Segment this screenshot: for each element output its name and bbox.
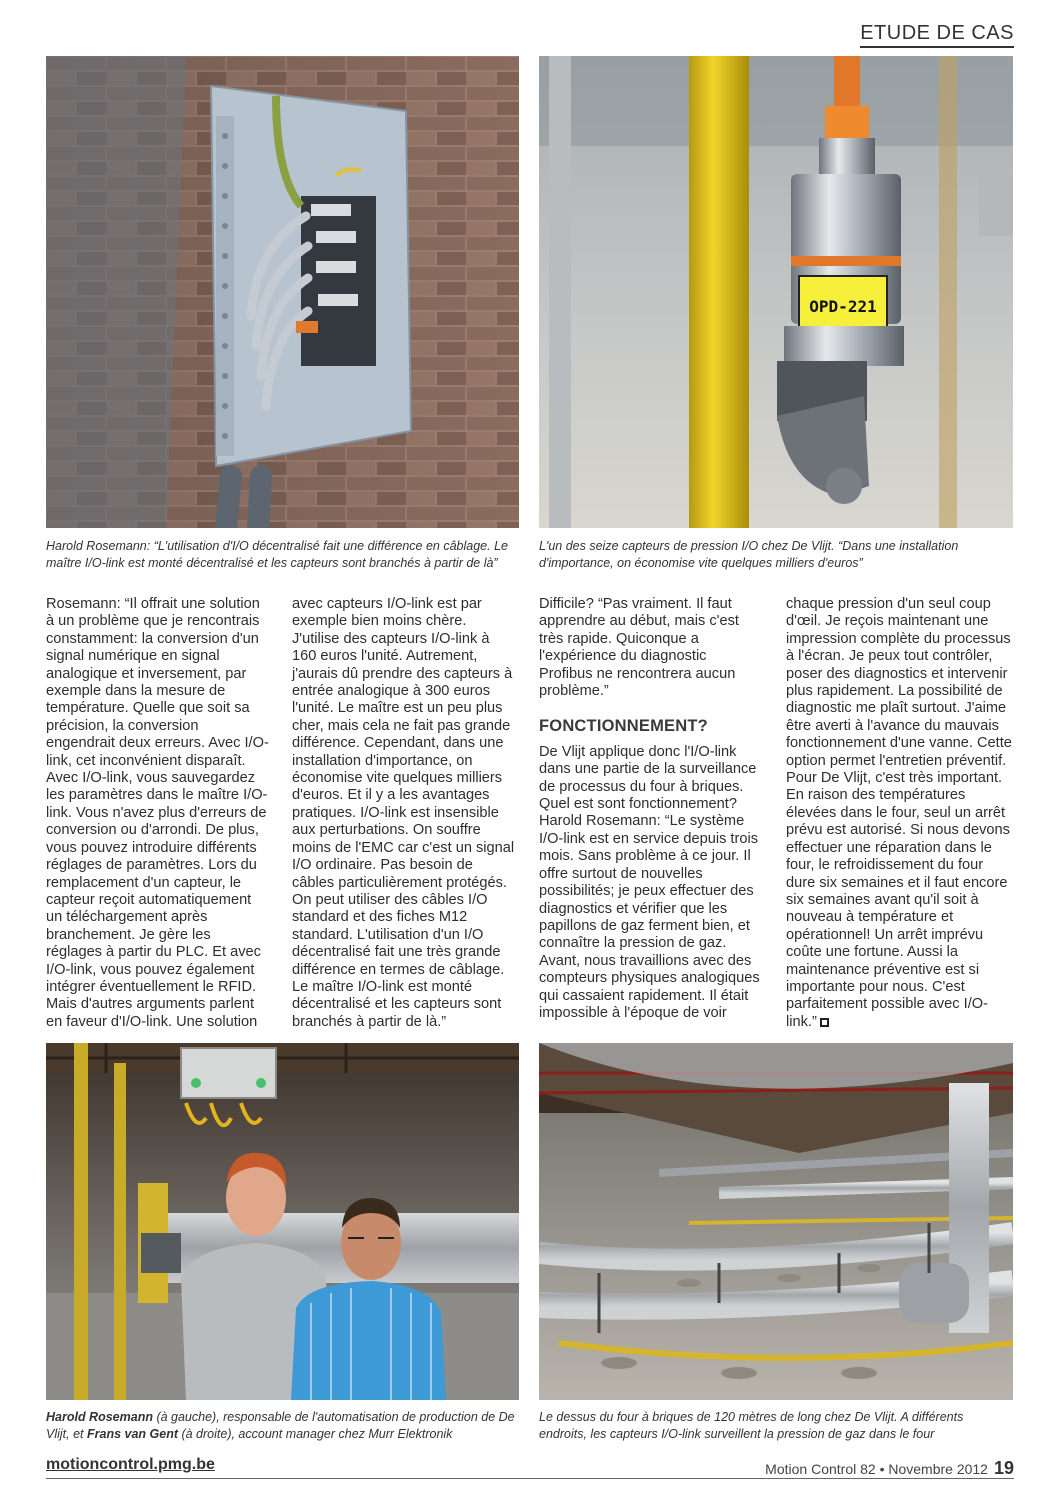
website-link[interactable]: motioncontrol.pmg.be (46, 1456, 215, 1473)
caption-text: (à gauche), responsable de l'automatisation de production de De Vlijt, et (46, 1410, 515, 1441)
article-column-3 (539, 596, 763, 1022)
page-number: 19 (993, 1458, 1014, 1478)
caption-text: (à droite), account manager chez Murr Elektronik (178, 1427, 453, 1441)
paragraph: Rosemann: “Il offrait une solution à un problème que je rencontrais constamment: la conversion d'un signal numérique en signal analogique et inversement, par exemple dans la mesure de température. Quelle que soit sa précision, la conversion engendrait deux erreurs. Avec I/O-link, cet inconvénient disparaît. Avec I/O-link, vous sauvegardez les paramètres dans le maître I/O-link. Vous n'avez plus d'erreurs de conversion ou d'arrondi. De plus, vous pouvez introduire différents réglages de paramètres. Lors du remplacement d'un capteur, le capteur reçoit automatiquement un téléchargement après branchement. Je gère les réglages à partir du PLC. Et avec I/O-link, vous pouvez également intégrer éventuellement le RFID. Mais d'autres arguments parlent en faveur d'I/O-link. Une solution (46, 596, 269, 1030)
section-header: ETUDE DE CAS (860, 22, 1014, 48)
sensor-label: OPD-221 (809, 297, 877, 316)
person-name: Frans van Gent (87, 1427, 178, 1441)
issue-info: Motion Control 82 • Novembre 2012 (765, 1461, 988, 1477)
caption-io-link-module: Harold Rosemann: “L'utilisation d'I/O décentralisé fait une différence en câblage. Le maître I/O-link est monté décentralisé et les capteurs sont branchés à partir de là” (46, 539, 508, 570)
end-of-article-icon (820, 1018, 829, 1027)
photo-io-link-module (46, 56, 519, 528)
page-footer (765, 1458, 1014, 1479)
article-column-1 (46, 596, 270, 1031)
caption-two-men (46, 1409, 516, 1443)
paragraph: avec capteurs I/O-link est par exemple bien moins chère. J'utilise des capteurs I/O-link à 160 euros l'unité. Autrement, j'aurais dû prendre des capteurs à entrée analogique à 300 euros l'unité. Le maître est un peu plus cher, mais cela ne fait pas grande différence. Cependant, dans une installation d'importance, on économise vite quelques milliers d'euros. Et il y a les avantages pratiques. I/O-link est insensible aux perturbations. On souffre moins de l'EMC car c'est un signal I/O ordinaire. Pas besoin de câbles particulièrement protégés. On peut utiliser des câbles I/O standard et des fiches M12 standard. L'utilisation d'un I/O décentralisé fait une très grande différence en termes de câblage. Le maître I/O-link est monté décentralisé et les capteurs sont branchés à partir de là.” (292, 596, 515, 1030)
paragraph: Difficile? “Pas vraiment. Il faut apprendre au début, mais c'est très rapide. Quiconque a l'expérience du diagnostic Profibus ne rencontrera aucun problème.” (539, 596, 739, 700)
article-column-2 (292, 596, 516, 1031)
photo-brick-kiln-top (539, 1043, 1013, 1400)
section-heading: FONCTIONNEMENT? (539, 717, 708, 736)
article-column-4 (786, 596, 1012, 1031)
paragraph: De Vlijt applique donc l'I/O-link dans une partie de la surveillance de processus du four à briques. Quel est sont fonctionnement? Harold Rosemann: “Le système I/O-link est en service depuis trois mois. Sans problème à ce jour. Il offre surtout de nouvelles possibilités; je peux effectuer des diagnostics et vérifier que les papillons de gaz ferment bien, et connaître la pression de gaz. Avant, nous travaillions avec des compteurs physiques analogiques qui cassaient rapidement. Il était impossible à l'époque de voir (539, 743, 760, 1021)
photo-two-men (46, 1043, 519, 1400)
paragraph (786, 596, 1012, 1031)
caption-brick-kiln: Le dessus du four à briques de 120 mètres de long chez De Vlijt. A différents endroits, les capteurs I/O-link surveillent la pression de gaz dans le four (539, 1410, 964, 1441)
photo-pressure-sensor (539, 56, 1013, 528)
paragraph-text: chaque pression d'un seul coup d'œil. Je reçois maintenant une impression complète du processus à l'écran. Je peux tout contrôler, poser des diagnostics et intervenir plus rapidement. La possibilité de diagnostic me plaît surtout. J'aime être averti à l'avance du mauvais fonctionnement d'une vanne. Cette option permet l'entretien préventif. Pour De Vlijt, c'est très important. En raison des températures élevées dans le four, seul un arrêt prévu est autorisé. Si nous devons effectuer une réparation dans le four, le refroidissement du four dure six semaines et il faut encore six semaines avant qu'il soit à nouveau à température et opérationnel! Un arrêt imprévu coûte une fortune. Aussi la maintenance préventive est si importante pour nous. C'est parfaitement possible avec I/O-link.” (786, 596, 1012, 1030)
caption-pressure-sensor: L'un des seize capteurs de pression I/O chez De Vlijt. “Dans une installation d'importance, on économise vite quelques milliers d'euros” (539, 539, 959, 570)
person-name: Harold Rosemann (46, 1410, 153, 1424)
